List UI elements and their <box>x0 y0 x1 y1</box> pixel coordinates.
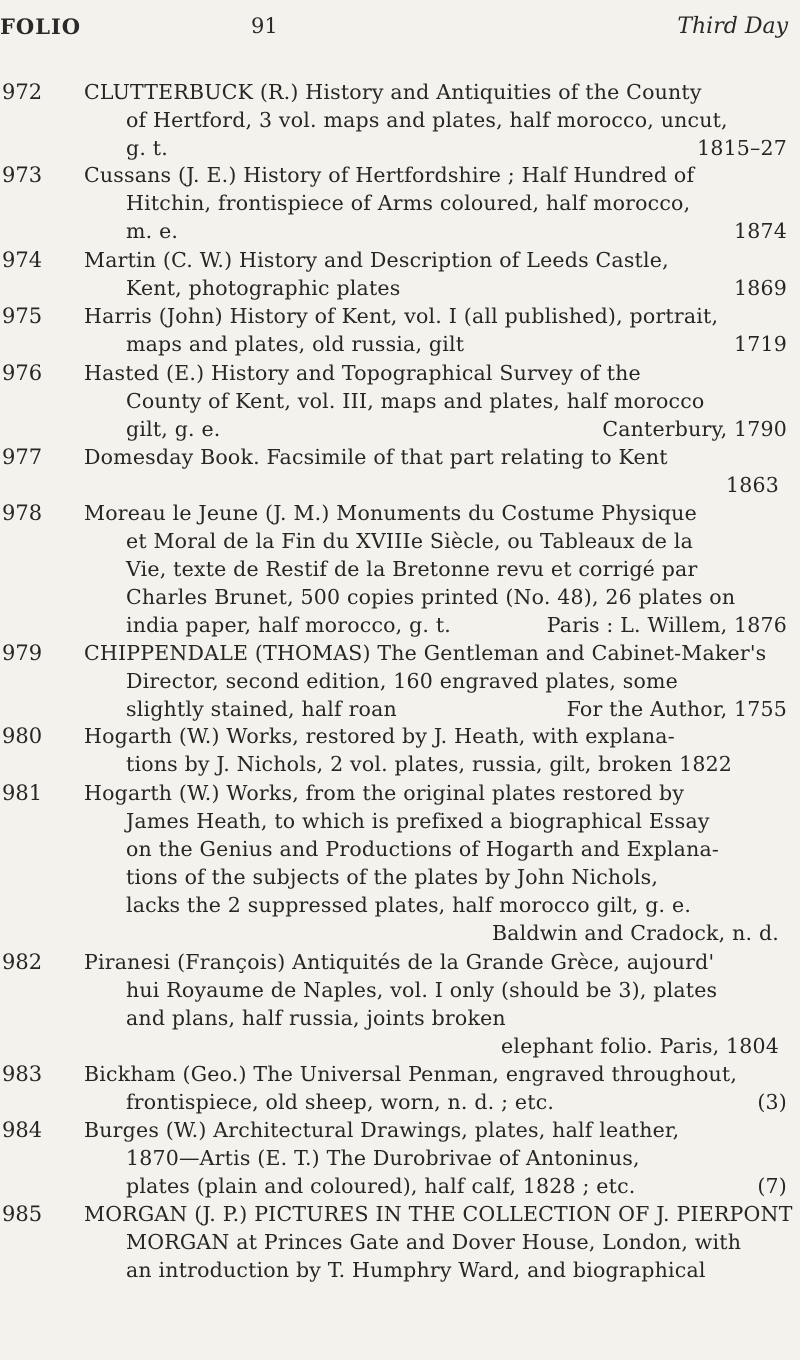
lot-line: Hitchin, frontispiece of Arms coloured, half morocco, <box>126 191 691 215</box>
lot-line-date: 1874 <box>734 219 787 243</box>
lot-line: Harris (John) History of Kent, vol. I (all published), portrait, <box>84 304 719 328</box>
lot-description <box>84 948 787 1060</box>
lot-line-date: (3) <box>757 1090 787 1114</box>
lot-number: 980 <box>2 724 43 748</box>
lot-number: 974 <box>2 248 43 272</box>
lot-line: James Heath, to which is prefixed a biographical Essay <box>126 809 710 833</box>
lot-description <box>84 161 787 245</box>
lot-line-date: Canterbury, 1790 <box>602 417 787 441</box>
lot-line: MORGAN (J. P.) PICTURES IN THE COLLECTION OF J. PIERPONT <box>84 1202 793 1226</box>
lot-line: on the Genius and Productions of Hogarth and Explana- <box>126 837 720 861</box>
lot-line-text: maps and plates, old russia, gilt <box>126 332 465 356</box>
lot-line-date: 1719 <box>734 332 787 356</box>
lot-line-text: g. t. <box>126 136 168 160</box>
lot-line: 1870—Artis (E. T.) The Durobrivae of Antoninus, <box>126 1146 640 1170</box>
lot-line: and plans, half russia, joints broken <box>126 1006 506 1030</box>
lot-line: Hogarth (W.) Works, from the original plates restored by <box>84 781 685 805</box>
lot-number: 981 <box>2 781 43 805</box>
page-header <box>0 14 800 54</box>
lot-line <box>84 217 787 245</box>
lot-line <box>84 134 787 162</box>
lot-line: Charles Brunet, 500 copies printed (No. 48), 26 plates on <box>126 585 736 609</box>
lot-line: CHIPPENDALE (THOMAS) The Gentleman and Cabinet-Maker's <box>84 641 767 665</box>
lot-line: of Hertford, 3 vol. maps and plates, half morocco, uncut, <box>126 108 728 132</box>
lot-line <box>84 611 787 639</box>
lot-line <box>84 1088 787 1116</box>
lot-line: MORGAN at Princes Gate and Dover House, London, with <box>126 1230 742 1254</box>
lot-description <box>84 78 787 162</box>
lot-number: 983 <box>2 1062 43 1086</box>
lot-number: 979 <box>2 641 43 665</box>
lot-number: 977 <box>2 445 43 469</box>
lot-description <box>84 499 787 639</box>
lot-line: Cussans (J. E.) History of Hertfordshire ; Half Hundred of <box>84 163 695 187</box>
lot-line: Hogarth (W.) Works, restored by J. Heath, with explana- <box>84 724 675 748</box>
lot-line-text: Kent, photographic plates <box>126 276 401 300</box>
lot-line: lacks the 2 suppressed plates, half morocco gilt, g. e. <box>126 893 692 917</box>
lot-line: Domesday Book. Facsimile of that part relating to Kent <box>84 445 668 469</box>
lot-line: Burges (W.) Architectural Drawings, plates, half leather, <box>84 1118 680 1142</box>
lot-line: tions by J. Nichols, 2 vol. plates, russia, gilt, broken 1822 <box>126 752 733 776</box>
day-label: Third Day <box>677 14 788 39</box>
lot-description <box>84 359 787 443</box>
lot-line: CLUTTERBUCK (R.) History and Antiquities of the County <box>84 80 702 104</box>
lot-description <box>84 779 787 947</box>
lot-line: Director, second edition, 160 engraved plates, some <box>126 669 678 693</box>
lot-description <box>84 443 787 499</box>
lot-line: Bickham (Geo.) The Universal Penman, engraved throughout, <box>84 1062 738 1086</box>
lot-line: hui Royaume de Naples, vol. I only (should be 3), plates <box>126 978 718 1002</box>
lot-line: 1863 <box>726 473 779 497</box>
lot-number: 973 <box>2 163 43 187</box>
lot-line-text: plates (plain and coloured), half calf, 1828 ; etc. <box>126 1174 636 1198</box>
lot-line: Vie, texte de Restif de la Bretonne revu et corrigé par <box>126 557 698 581</box>
page-number: 91 <box>251 14 278 38</box>
lot-line-text: slightly stained, half roan <box>126 697 397 721</box>
lot-line-date: For the Author, 1755 <box>566 697 787 721</box>
lot-line-text: gilt, g. e. <box>126 417 221 441</box>
lot-line: Moreau le Jeune (J. M.) Monuments du Costume Physique <box>84 501 697 525</box>
lot-line: et Moral de la Fin du XVIIIe Siècle, ou Tableaux de la <box>126 529 694 553</box>
lot-line <box>84 330 787 358</box>
lot-line-date: (7) <box>757 1174 787 1198</box>
lot-line <box>84 1172 787 1200</box>
lot-line <box>84 695 787 723</box>
lot-description <box>84 722 787 778</box>
lot-line: Piranesi (François) Antiquités de la Grande Grèce, aujourd' <box>84 950 715 974</box>
lot-number: 975 <box>2 304 43 328</box>
lot-line-date: 1869 <box>734 276 787 300</box>
folio-label: FOLIO <box>0 14 82 39</box>
lot-line: Baldwin and Cradock, n. d. <box>491 921 779 945</box>
lot-line-text: frontispiece, old sheep, worn, n. d. ; etc. <box>126 1090 555 1114</box>
lot-description <box>84 246 787 302</box>
lot-line: tions of the subjects of the plates by John Nichols, <box>126 865 659 889</box>
lot-line-date: Paris : L. Willem, 1876 <box>546 613 787 637</box>
lot-line: Martin (C. W.) History and Description of Leeds Castle, <box>84 248 669 272</box>
lot-number: 982 <box>2 950 43 974</box>
lot-number: 972 <box>2 80 43 104</box>
lot-line-text: india paper, half morocco, g. t. <box>126 613 452 637</box>
lot-line <box>84 415 787 443</box>
lot-line-text: m. e. <box>126 219 179 243</box>
lot-line-date: 1815–27 <box>697 136 787 160</box>
lot-description <box>84 1200 793 1284</box>
lot-line <box>84 274 787 302</box>
lot-number: 985 <box>2 1202 43 1226</box>
lot-description <box>84 1060 787 1116</box>
lot-line: an introduction by T. Humphry Ward, and biographical <box>126 1258 706 1282</box>
lot-number: 978 <box>2 501 43 525</box>
lot-line: Hasted (E.) History and Topographical Survey of the <box>84 361 641 385</box>
lot-number: 976 <box>2 361 43 385</box>
lot-number: 984 <box>2 1118 43 1142</box>
lot-line: elephant folio. Paris, 1804 <box>501 1034 779 1058</box>
lot-line: County of Kent, vol. III, maps and plates, half morocco <box>126 389 705 413</box>
lot-description <box>84 1116 787 1200</box>
lot-description <box>84 639 787 723</box>
lot-description <box>84 302 787 358</box>
